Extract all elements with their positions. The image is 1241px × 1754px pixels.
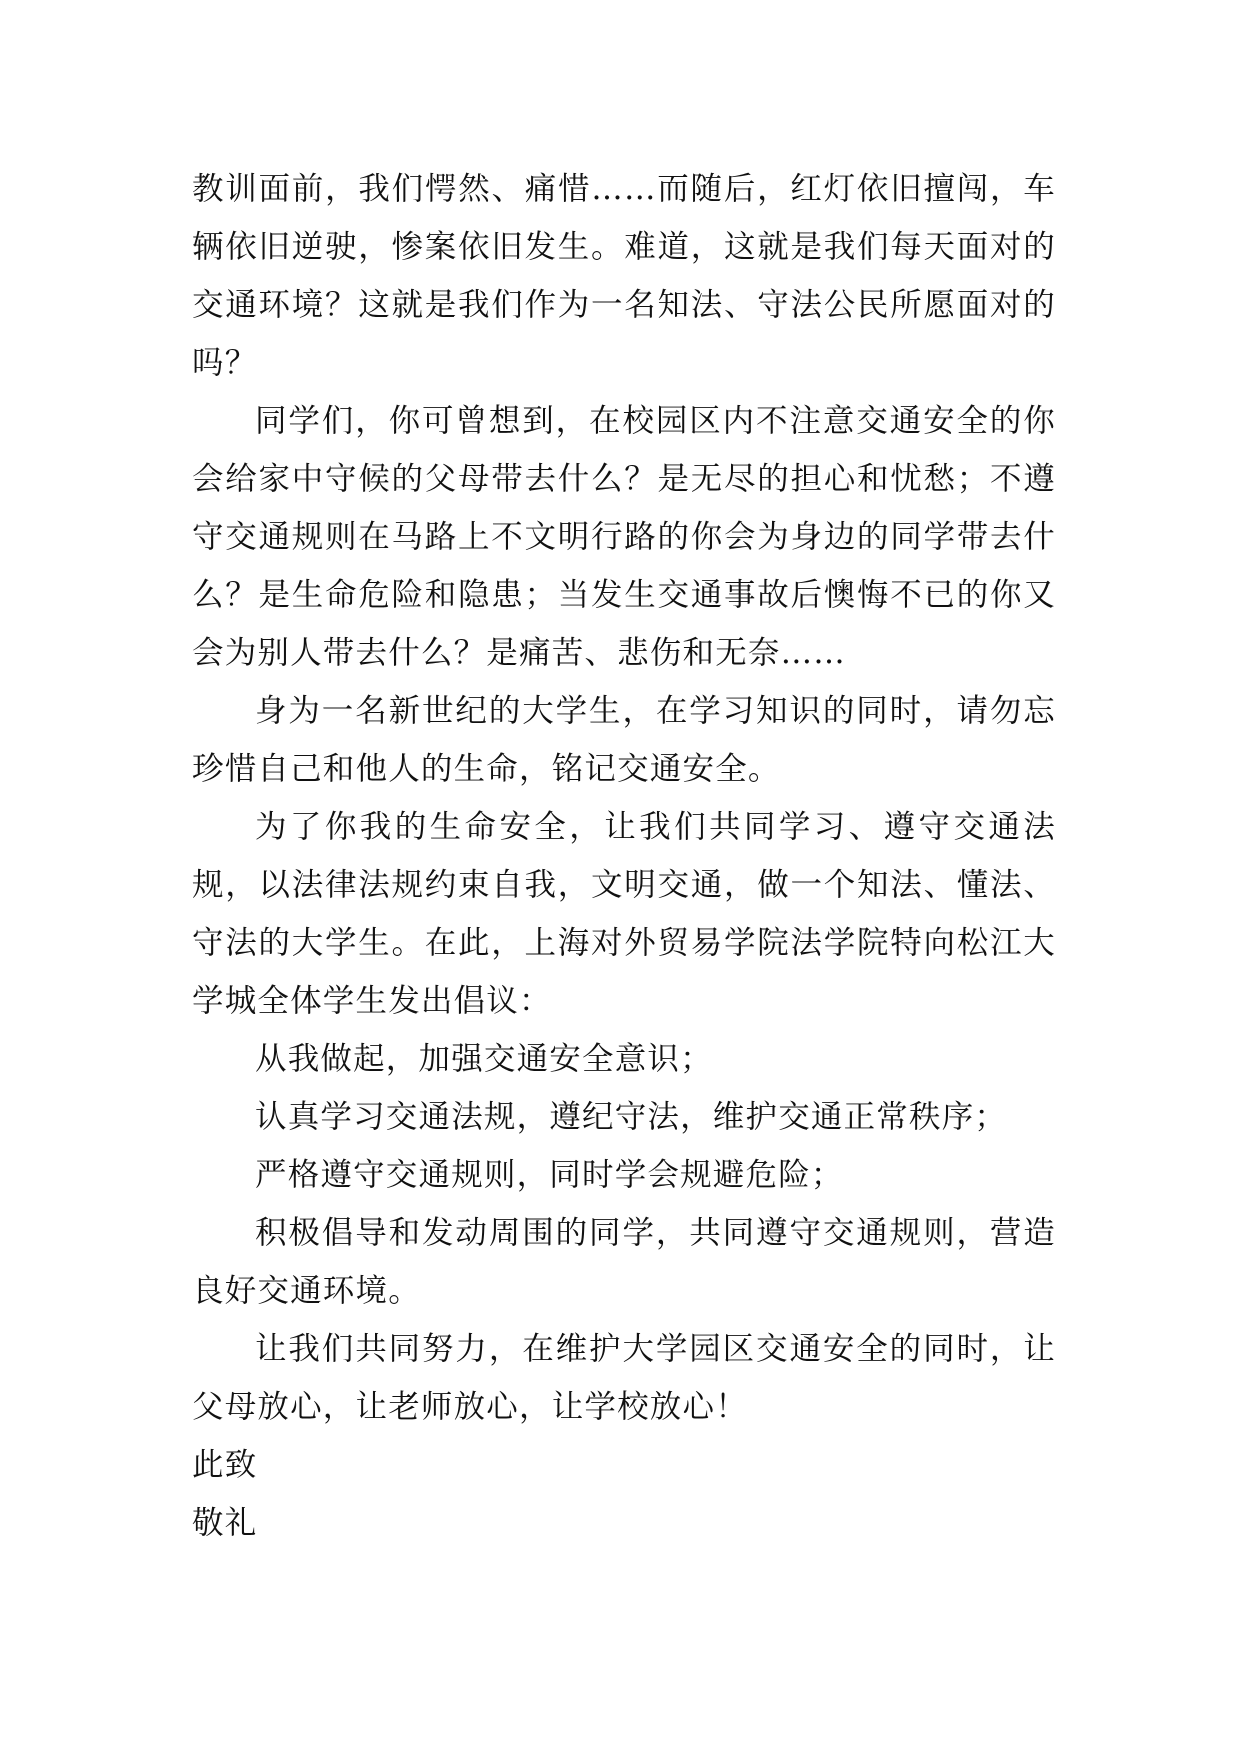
salutation-line-1: 此致 [192, 1447, 258, 1483]
proposal-item: 从我做起，加强交通安全意识； [255, 1041, 713, 1077]
proposal-item: 积极倡导和发动周围的同学，共同遵守交通规则，营造良好交通环境。 [192, 1215, 1056, 1309]
letter-body [192, 160, 1056, 1552]
paragraph-student-duty: 身为一名新世纪的大学生，在学习知识的同时，请勿忘珍惜自己和他人的生命，铭记交通安全。 [192, 693, 1056, 787]
paragraph-intro: 教训面前，我们愕然、痛惜……而随后，红灯依旧擅闯，车辆依旧逆驶，惨案依旧发生。难道，这就是我们每天面对的交通环境？这就是我们作为一名知法、守法公民所愿面对的吗？ [192, 171, 1056, 381]
proposal-item: 严格遵守交通规则，同时学会规避危险； [255, 1157, 844, 1193]
paragraph-question: 同学们，你可曾想到，在校园区内不注意交通安全的你会给家中守候的父母带去什么？是无尽的担心和忧愁；不遵守交通规则在马路上不文明行路的你会为身边的同学带去什么？是生命危险和隐患；当发生交通事故后懊悔不已的你又会为别人带去什么？是痛苦、悲伤和无奈…… [192, 403, 1056, 671]
paragraph-closing: 让我们共同努力，在维护大学园区交通安全的同时，让父母放心，让老师放心，让学校放心！ [192, 1331, 1056, 1425]
salutation-line-2: 敬礼 [192, 1505, 258, 1541]
paragraph-proposal: 为了你我的生命安全，让我们共同学习、遵守交通法规，以法律法规约束自我，文明交通，做一个知法、懂法、守法的大学生。在此，上海对外贸易学院法学院特向松江大学城全体学生发出倡议： [192, 809, 1056, 1019]
proposal-item: 认真学习交通法规，遵纪守法，维护交通正常秩序； [255, 1099, 1008, 1135]
